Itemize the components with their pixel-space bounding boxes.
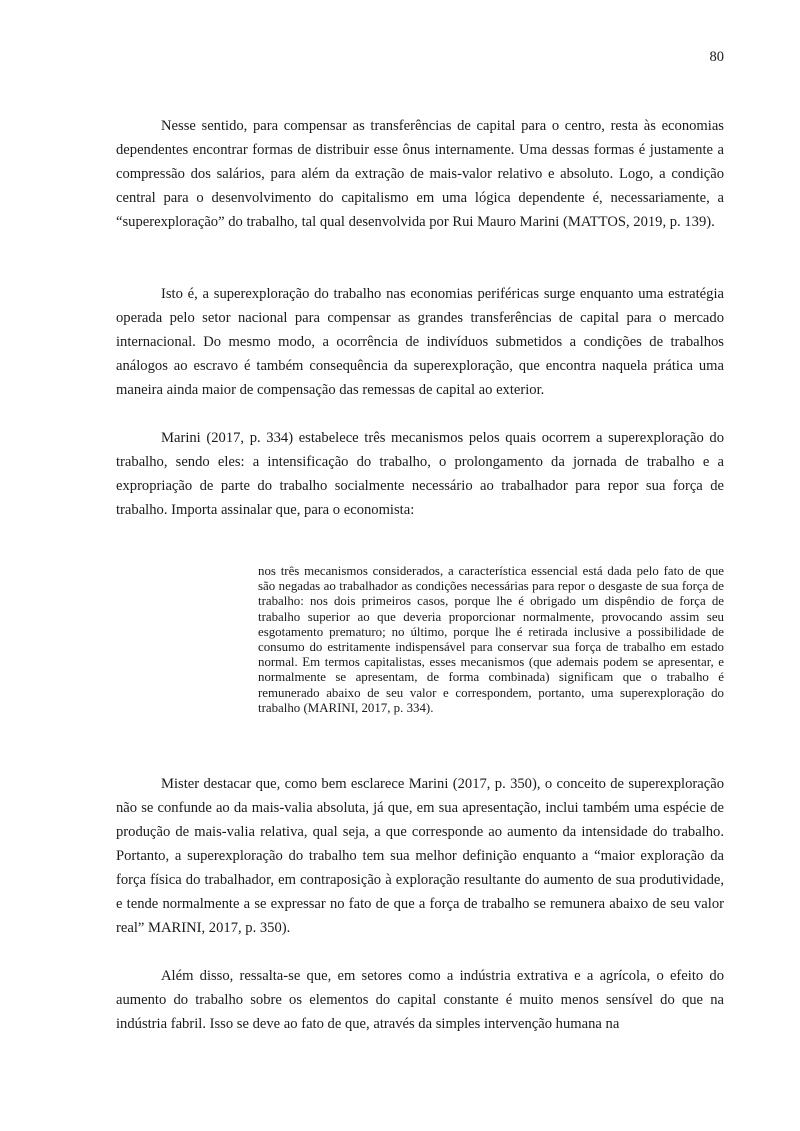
paragraph-extractive-industry: Além disso, ressalta-se que, em setores como a indústria extrativa e a agrícola, o efeito do aumento do trabalho sobre os elementos do capital constante é muito menos sensível do que na indústria fabril. Isso se deve ao fato de que, através da simples intervenção humana na [116, 968, 724, 1032]
paragraph-transfer-compensation: Nesse sentido, para compensar as transferências de capital para o centro, resta às economias dependentes encontrar formas de distribuir esse ônus internamente. Uma dessas formas é justamente a compressão dos salários, para além da extração de mais-valor relativo e absoluto. Logo, a condição central para o desenvolvimento do capitalismo em uma lógica dependente é, necessariamente, a “superexploração” do trabalho, tal qual desenvolvida por Rui Mauro Marini (MATTOS, 2019, p. 139). [116, 118, 724, 230]
block-quote: nos três mecanismos considerados, a característica essencial está dada pelo fato de que são negadas ao trabalhador as condições necessárias para repor o desgaste de sua força de trabalho: nos dois primeiros casos, porque lhe é obrigado um dispêndio de força de trabalho superior ao que deveria proporcionar normalmente, provocando assim seu esgotamento prematuro; no último, porque lhe é retirada inclusive a possibilidade de consumo do estritamente indispensável para conservar sua força de trabalho em estado normal. Em termos capitalistas, esses mecanismos (que ademais podem se apresentar, e normalmente se apresentam, de forma combinada) significam que o trabalho é remunerado abaixo de seu valor e correspondem, portanto, uma superexploração do trabalho (MARINI, 2017, p. 334). [258, 564, 724, 715]
paragraph-marini-mechanisms: Marini (2017, p. 334) estabelece três mecanismos pelos quais ocorrem a superexploração do trabalho, sendo eles: a intensificação do trabalho, o prolongamento da jornada de trabalho e a expropriação de parte do trabalho socialmente necessário ao trabalhador para repor sua força de trabalho. Importa assinalar que, para o economista: [116, 430, 724, 518]
page-number: 80 [709, 49, 724, 65]
paragraph-absolute-surplus-value: Mister destacar que, como bem esclarece Marini (2017, p. 350), o conceito de superexploração não se confunde ao da mais-valia absoluta, já que, em sua apresentação, inclui também uma espécie de produção de mais-valia relativa, qual seja, a que corresponde ao aumento da intensidade do trabalho. Portanto, a superexploração do trabalho tem sua melhor definição enquanto a “maior exploração da força física do trabalhador, em contraposição à exploração resultante do aumento de sua produtividade, e tende normalmente a se expressar no fato de que a força de trabalho se remunera abaixo de seu valor real” MARINI, 2017, p. 350). [116, 776, 724, 936]
paragraph-superexploitation-strategy: Isto é, a superexploração do trabalho nas economias periféricas surge enquanto uma estratégia operada pelo setor nacional para compensar as grandes transferências de capital para o mercado internacional. Do mesmo modo, a ocorrência de indivíduos submetidos a condições de trabalhos análogos ao escravo é também consequência da superexploração, que encontra naquela prática uma maneira ainda maior de compensação das remessas de capital ao exterior. [116, 286, 724, 398]
